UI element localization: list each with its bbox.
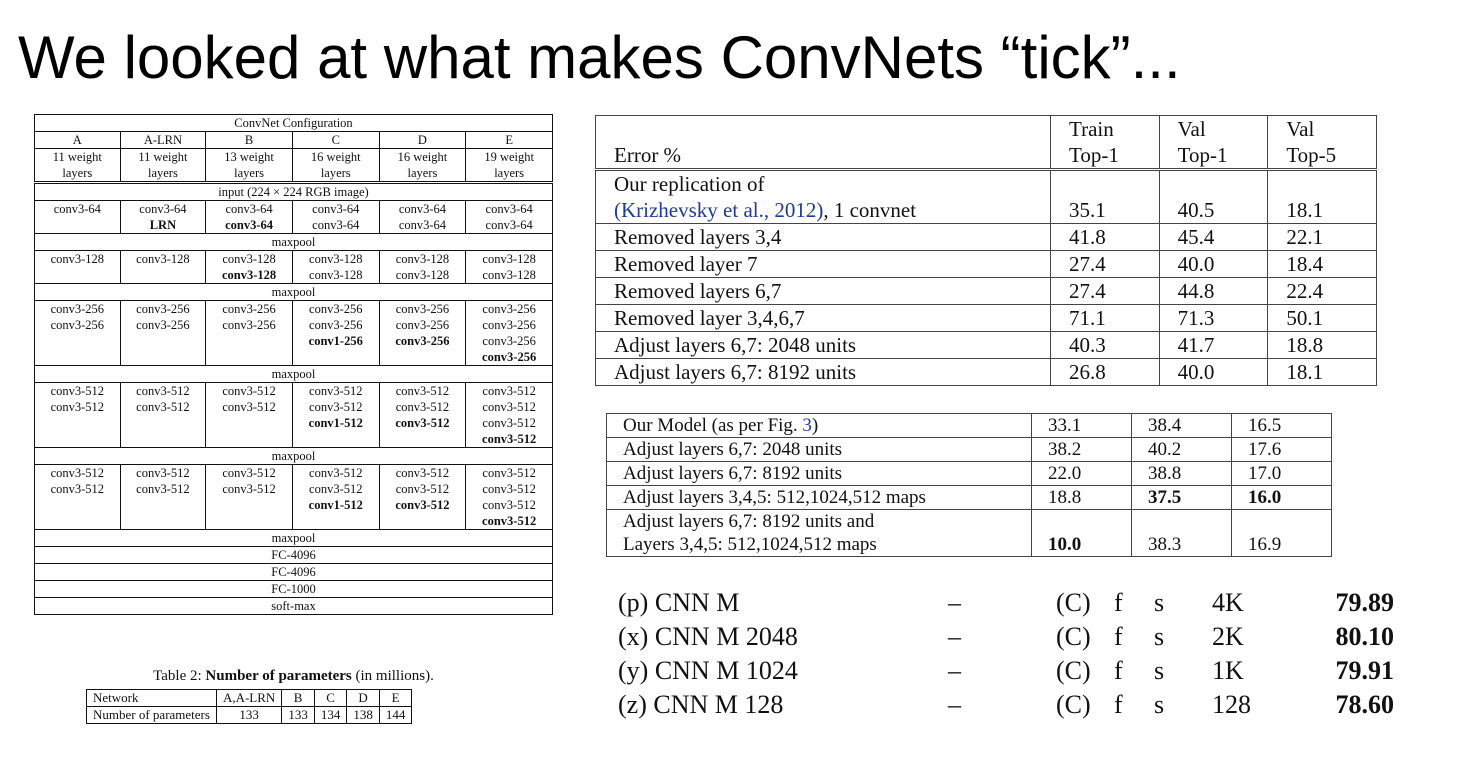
maxpool-row [35, 234, 553, 251]
layer-name: conv3-512 [482, 384, 536, 398]
label-line: Our replication of [614, 172, 765, 196]
citation-link: (Krizhevsky et al., 2012) [614, 198, 824, 222]
tail-label: FC-1000 [35, 581, 553, 598]
layer-name: conv3-64 [398, 202, 447, 216]
conv-block-row [35, 383, 553, 448]
params-header-row [87, 690, 412, 707]
conv-cell [466, 301, 553, 366]
error-value: 41.7 [1159, 332, 1268, 359]
layer-name: conv3-512 [482, 498, 536, 512]
layer-name: conv3-128 [222, 252, 276, 266]
error-row-label [596, 332, 1051, 359]
layer-name: conv3-128 [482, 268, 536, 282]
layer-name: conv3-256 [482, 334, 536, 348]
layer-name: conv3-512 [395, 498, 450, 512]
conv-cell [379, 465, 466, 530]
label-line: Removed layer 7 [614, 252, 758, 276]
tail-row [35, 581, 553, 598]
error2-row [607, 414, 1332, 438]
error-column-header [1268, 116, 1377, 170]
error2-value: 18.8 [1032, 486, 1132, 510]
tail-row [35, 530, 553, 547]
layer-name: conv3-512 [395, 482, 450, 496]
error-header-row [596, 116, 1377, 170]
variant-dash: – [948, 656, 961, 685]
layer-name: conv3-64 [139, 202, 187, 216]
params-label: Number of parameters [87, 707, 217, 724]
params-value-row [87, 707, 412, 724]
params-cell: B [282, 690, 315, 707]
variant-dim: 128 [1212, 690, 1251, 719]
tail-label: FC-4096 [35, 547, 553, 564]
variant-name: (y) CNN M 1024 [618, 656, 798, 685]
tail-row [35, 598, 553, 615]
layer-name: conv3-512 [136, 384, 190, 398]
label-line: Adjust layers 6,7: 8192 units [623, 463, 843, 484]
params-cell: C [314, 690, 347, 707]
config-column-row [35, 132, 553, 149]
error-value: 40.3 [1051, 332, 1160, 359]
layer-name: conv3-128 [482, 252, 536, 266]
depth-line: layers [62, 166, 93, 180]
error-row-label [596, 224, 1051, 251]
conv-cell [466, 201, 553, 234]
layer-name: conv3-64 [485, 202, 533, 216]
cnn-variant-row [618, 620, 1400, 654]
variant-dim: 4K [1212, 588, 1244, 617]
conv-block-row [35, 251, 553, 284]
error2-row-label [607, 510, 1032, 557]
conv-cell [35, 301, 121, 366]
config-depth [35, 149, 121, 183]
error2-row-label [607, 414, 1032, 438]
conv-cell [379, 383, 466, 448]
variant-name: (z) CNN M 128 [618, 690, 784, 719]
config-column-header: C [292, 132, 379, 149]
config-depth [206, 149, 293, 183]
error-value: 35.1 [1051, 170, 1160, 224]
layer-name: conv3-256 [482, 318, 536, 332]
layer-name: conv3-256 [50, 318, 105, 332]
label-line: Adjust layers 6,7: 2048 units [614, 333, 857, 357]
tail-row [35, 564, 553, 581]
variant-name: (x) CNN M 2048 [618, 622, 798, 651]
layer-name: conv3-512 [136, 466, 190, 480]
label-line: Removed layer 3,4,6,7 [614, 306, 805, 330]
error-row-label [596, 170, 1051, 224]
params-cell: 133 [282, 707, 315, 724]
layer-name: conv3-128 [50, 252, 105, 266]
error-value: 22.4 [1268, 278, 1377, 305]
config-depth-row [35, 149, 553, 183]
layer-name: conv3-64 [225, 218, 274, 232]
layer-name: conv3-256 [395, 334, 450, 348]
config-depth [466, 149, 553, 183]
error-row [596, 359, 1377, 386]
depth-line: 16 weight [397, 150, 448, 164]
conv-cell [466, 251, 553, 284]
error2-value: 16.0 [1232, 486, 1332, 510]
depth-line: layers [234, 166, 264, 180]
layer-name: conv3-512 [222, 466, 276, 480]
error-column-header [1159, 116, 1268, 170]
label-line: Adjust layers 6,7: 8192 units [614, 360, 857, 384]
layer-name: conv3-256 [482, 350, 537, 364]
config-depth [379, 149, 466, 183]
maxpool-label: maxpool [35, 234, 553, 251]
params-table [86, 689, 412, 724]
layer-name: conv3-256 [482, 302, 536, 316]
error2-value: 22.0 [1032, 462, 1132, 486]
conv-cell [35, 251, 121, 284]
error-table-2 [606, 413, 1332, 557]
maxpool-row [35, 366, 553, 383]
conv-cell [379, 201, 466, 234]
conv-cell [35, 383, 121, 448]
layer-name: conv3-256 [309, 302, 363, 316]
error2-value: 38.3 [1132, 510, 1232, 557]
depth-line: layers [407, 166, 438, 180]
variant-dash: – [948, 622, 961, 651]
layer-name: conv3-512 [482, 400, 536, 414]
error-value: 18.1 [1268, 359, 1377, 386]
conv-cell [292, 301, 379, 366]
figure-ref: 3 [802, 415, 812, 436]
layer-name: conv3-512 [136, 400, 190, 414]
layer-name: conv3-256 [136, 302, 190, 316]
layer-name: conv3-512 [222, 400, 276, 414]
variant-s: s [1154, 588, 1165, 617]
header-line: Top-5 [1286, 143, 1337, 167]
depth-line: 16 weight [310, 150, 361, 164]
layer-name: conv3-512 [482, 466, 536, 480]
error-value: 40.0 [1159, 359, 1268, 386]
conv-block-row [35, 301, 553, 366]
error2-value: 37.5 [1132, 486, 1232, 510]
error-value: 71.3 [1159, 305, 1268, 332]
error2-row-label [607, 486, 1032, 510]
error-table-1 [595, 115, 1377, 386]
tail-label: maxpool [35, 530, 553, 547]
header-line: Top-1 [1069, 143, 1119, 167]
depth-line: layers [320, 166, 351, 180]
label-line: Adjust layers 3,4,5: 512,1024,512 maps [623, 487, 926, 508]
layer-name: LRN [149, 218, 177, 232]
header-line: Val [1286, 117, 1315, 141]
label-line: (Krizhevsky et al., 2012), 1 convnet [614, 198, 917, 222]
layer-name: conv1-256 [308, 334, 363, 348]
layer-name: conv3-64 [53, 202, 101, 216]
error-value: 27.4 [1051, 251, 1160, 278]
params-label: Network [87, 690, 217, 707]
layer-name: conv3-512 [222, 384, 276, 398]
layer-name: conv3-256 [395, 318, 450, 332]
layer-name: conv1-512 [308, 498, 363, 512]
input-row [35, 183, 553, 201]
convnet-configuration-table [34, 114, 553, 615]
cnn-variant-row [618, 654, 1400, 688]
params-cell: D [347, 690, 380, 707]
variant-score: 79.89 [1335, 588, 1394, 617]
variant-s: s [1154, 690, 1165, 719]
layer-name: conv3-256 [222, 302, 276, 316]
layer-name: conv3-512 [136, 482, 190, 496]
variant-c: (C) [1056, 588, 1091, 617]
params-cell: 133 [216, 707, 281, 724]
error2-row-label [607, 438, 1032, 462]
layer-name: conv3-128 [221, 268, 277, 282]
conv-cell [206, 301, 293, 366]
header-line: Val [1177, 117, 1206, 141]
error2-value: 38.2 [1032, 438, 1132, 462]
error2-row [607, 486, 1332, 510]
conv-cell [292, 465, 379, 530]
error-value: 45.4 [1159, 224, 1268, 251]
error-value: 18.4 [1268, 251, 1377, 278]
maxpool-label: maxpool [35, 284, 553, 301]
conv-cell [379, 301, 466, 366]
maxpool-label: maxpool [35, 448, 553, 465]
layer-name: conv3-512 [50, 466, 105, 480]
conv-cell [206, 465, 293, 530]
layer-name: conv3-512 [395, 466, 450, 480]
cnn-variant-row [618, 688, 1400, 722]
cnn-variant-row [618, 586, 1400, 620]
conv-cell [292, 201, 379, 234]
layer-name: conv3-512 [309, 384, 363, 398]
slide-title: We looked at what makes ConvNets “tick”... [18, 24, 1181, 91]
layer-name: conv3-128 [309, 252, 363, 266]
config-column-header: E [466, 132, 553, 149]
error-value: 26.8 [1051, 359, 1160, 386]
conv-cell [35, 201, 121, 234]
error2-value: 17.6 [1232, 438, 1332, 462]
params-cell: A,A-LRN [216, 690, 281, 707]
layer-name: conv3-512 [50, 482, 105, 496]
variant-dim: 1K [1212, 656, 1244, 685]
layer-name: conv3-512 [309, 482, 363, 496]
error-header-label: Error % [596, 116, 1051, 170]
error2-value: 40.2 [1132, 438, 1232, 462]
layer-name: conv3-64 [225, 202, 273, 216]
error-value: 18.1 [1268, 170, 1377, 224]
config-column-header: B [206, 132, 293, 149]
tail-label: soft-max [35, 598, 553, 615]
error2-value: 38.8 [1132, 462, 1232, 486]
layer-name: conv3-512 [50, 384, 105, 398]
params-cell: 134 [314, 707, 347, 724]
layer-name: conv3-128 [395, 268, 450, 282]
label-line: Removed layers 3,4 [614, 225, 782, 249]
layer-name: conv3-512 [482, 432, 537, 446]
conv-cell [120, 201, 206, 234]
depth-line: 13 weight [224, 150, 274, 164]
maxpool-row [35, 448, 553, 465]
conv-cell [466, 465, 553, 530]
depth-line: 11 weight [52, 150, 102, 164]
label-line: Layers 3,4,5: 512,1024,512 maps [623, 534, 877, 555]
caption-bold: Number of parameters [205, 668, 352, 684]
layer-name: conv3-512 [482, 482, 536, 496]
conv-cell [35, 465, 121, 530]
error-row-label [596, 251, 1051, 278]
variant-f: f [1114, 690, 1123, 719]
error2-row [607, 510, 1332, 557]
error-value: 41.8 [1051, 224, 1160, 251]
error-row-label [596, 305, 1051, 332]
caption-suffix: (in millions). [351, 668, 434, 684]
layer-name: conv3-256 [395, 302, 450, 316]
error2-value: 33.1 [1032, 414, 1132, 438]
params-cell: 144 [379, 707, 412, 724]
conv-block-row [35, 465, 553, 530]
conv-cell [120, 383, 206, 448]
layer-name: conv3-256 [136, 318, 190, 332]
error-value: 44.8 [1159, 278, 1268, 305]
input-label: input (224 × 224 RGB image) [35, 183, 553, 201]
variant-dash: – [948, 588, 961, 617]
conv-cell [120, 465, 206, 530]
variant-dim: 2K [1212, 622, 1244, 651]
variant-score: 80.10 [1335, 622, 1394, 651]
variant-dash: – [948, 690, 961, 719]
variant-c: (C) [1056, 656, 1091, 685]
variant-f: f [1114, 622, 1123, 651]
cnn-variants-table [618, 586, 1400, 722]
error-row [596, 224, 1377, 251]
tail-row [35, 547, 553, 564]
variant-f: f [1114, 588, 1123, 617]
error2-value: 17.0 [1232, 462, 1332, 486]
error-row [596, 332, 1377, 359]
layer-name: conv3-64 [312, 218, 360, 232]
variant-score: 78.60 [1335, 690, 1394, 719]
error-value: 50.1 [1268, 305, 1377, 332]
error-row-label [596, 278, 1051, 305]
conv-cell [292, 383, 379, 448]
layer-name: conv3-128 [136, 252, 190, 266]
label-line: Removed layers 6,7 [614, 279, 782, 303]
error-value: 18.8 [1268, 332, 1377, 359]
error2-value: 16.5 [1232, 414, 1332, 438]
config-depth [292, 149, 379, 183]
conv-cell [120, 251, 206, 284]
maxpool-row [35, 284, 553, 301]
layer-name: conv3-512 [482, 514, 537, 528]
error-row-label [596, 359, 1051, 386]
layer-name: conv3-512 [222, 482, 276, 496]
depth-line: 19 weight [484, 150, 534, 164]
conv-cell [292, 251, 379, 284]
variant-f: f [1114, 656, 1123, 685]
conv-cell [379, 251, 466, 284]
variant-s: s [1154, 656, 1165, 685]
layer-name: conv3-256 [309, 318, 363, 332]
params-cell: E [379, 690, 412, 707]
error-row [596, 170, 1377, 224]
layer-name: conv3-64 [398, 218, 447, 232]
layer-name: conv3-512 [309, 400, 363, 414]
error2-row [607, 438, 1332, 462]
depth-line: 11 weight [138, 150, 188, 164]
layer-name: conv3-256 [222, 318, 276, 332]
caption-prefix: Table 2: [153, 668, 206, 684]
layer-name: conv3-512 [50, 400, 105, 414]
layer-name: conv3-64 [485, 218, 533, 232]
error-column-header [1051, 116, 1160, 170]
error2-value: 16.9 [1232, 510, 1332, 557]
variant-score: 79.91 [1335, 656, 1394, 685]
config-title-row [35, 115, 553, 132]
layer-name: conv3-128 [395, 252, 450, 266]
error-value: 40.5 [1159, 170, 1268, 224]
tail-label: FC-4096 [35, 564, 553, 581]
label-line: Adjust layers 6,7: 8192 units and [623, 511, 875, 532]
error-row [596, 278, 1377, 305]
config-column-header: D [379, 132, 466, 149]
depth-line: layers [494, 166, 525, 180]
layer-name: conv3-512 [395, 416, 450, 430]
layer-name: conv3-256 [50, 302, 105, 316]
config-depth [120, 149, 206, 183]
error-value: 27.4 [1051, 278, 1160, 305]
layer-name: conv3-512 [395, 384, 450, 398]
error2-row-label [607, 462, 1032, 486]
header-line: Train [1069, 117, 1114, 141]
conv-block-row [35, 201, 553, 234]
layer-name: conv3-64 [312, 202, 360, 216]
error-value: 71.1 [1051, 305, 1160, 332]
config-column-header: A [35, 132, 121, 149]
config-title: ConvNet Configuration [35, 115, 553, 132]
conv-cell [206, 251, 293, 284]
error2-row [607, 462, 1332, 486]
maxpool-label: maxpool [35, 366, 553, 383]
error-value: 40.0 [1159, 251, 1268, 278]
error2-value: 38.4 [1132, 414, 1232, 438]
params-table-caption [34, 668, 553, 685]
error2-value: 10.0 [1032, 510, 1132, 557]
error-row [596, 251, 1377, 278]
variant-name: (p) CNN M [618, 588, 740, 617]
variant-s: s [1154, 622, 1165, 651]
label-line: Adjust layers 6,7: 2048 units [623, 439, 843, 460]
conv-cell [466, 383, 553, 448]
conv-cell [206, 383, 293, 448]
layer-name: conv3-512 [482, 416, 536, 430]
error-row [596, 305, 1377, 332]
layer-name: conv3-512 [309, 466, 363, 480]
params-cell: 138 [347, 707, 380, 724]
layer-name: conv3-128 [309, 268, 363, 282]
layer-name: conv1-512 [308, 416, 363, 430]
error-value: 22.1 [1268, 224, 1377, 251]
layer-name: conv3-512 [395, 400, 450, 414]
variant-c: (C) [1056, 622, 1091, 651]
header-line: Top-1 [1177, 143, 1228, 167]
label-line: Our Model (as per Fig. 3) [623, 415, 819, 436]
config-column-header: A-LRN [120, 132, 206, 149]
variant-c: (C) [1056, 690, 1091, 719]
depth-line: layers [147, 166, 178, 180]
conv-cell [206, 201, 293, 234]
conv-cell [120, 301, 206, 366]
